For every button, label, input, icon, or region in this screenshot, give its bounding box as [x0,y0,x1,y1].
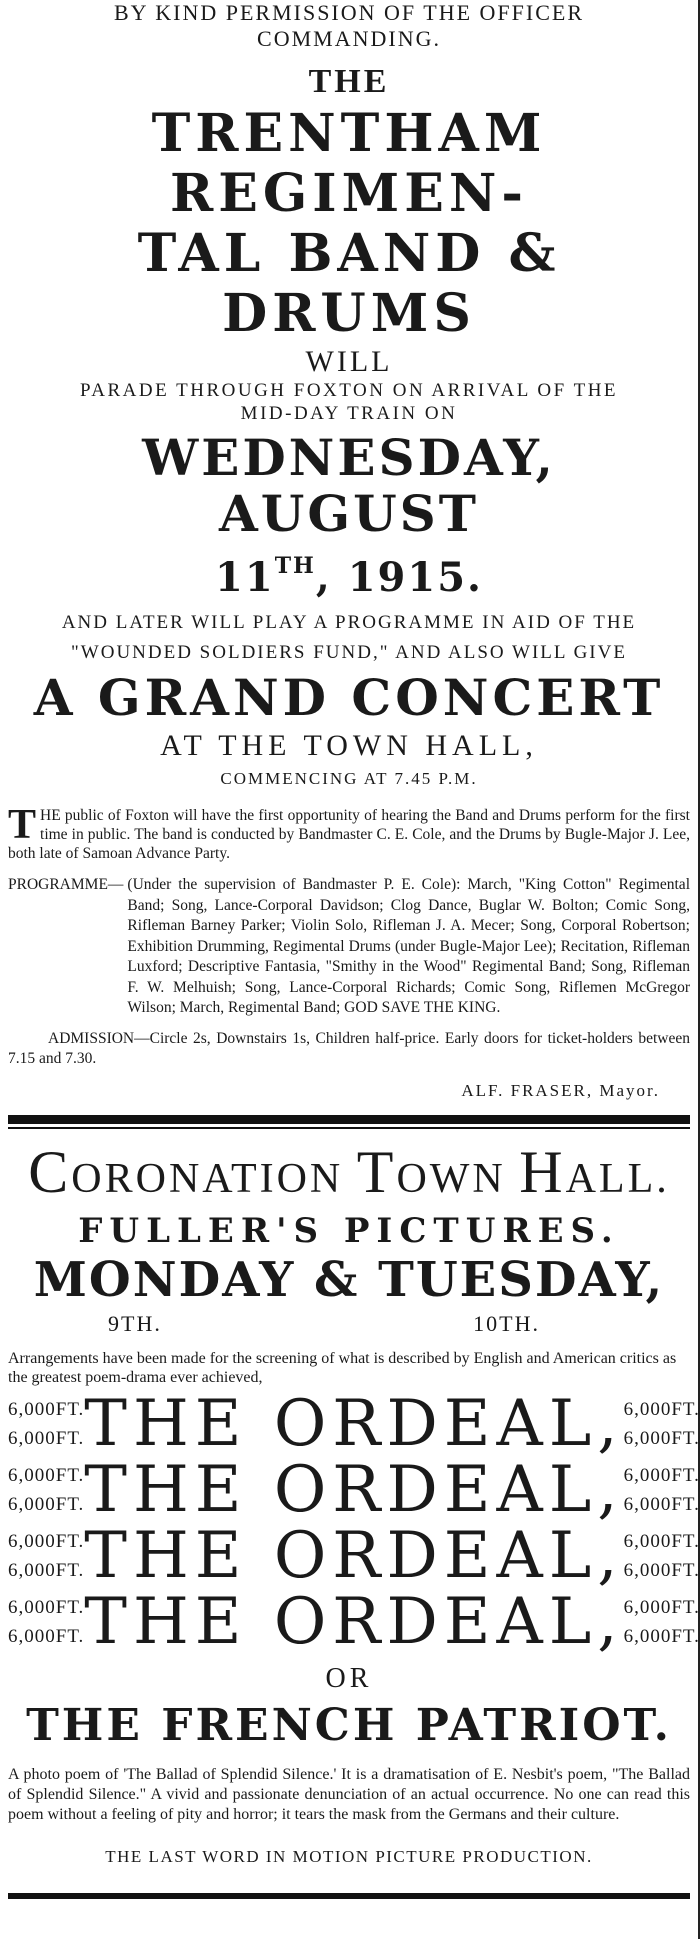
programme-block [8,875,690,1019]
grand-concert-heading: A GRAND CONCERT [33,668,665,727]
or-heading: OR [325,1662,373,1694]
band-title-line-2: TAL BAND & DRUMS [137,223,561,344]
footage-label: 6,000FT. [623,1398,700,1420]
ordeal-block [8,1386,700,1659]
band-concert-notice [8,0,690,1101]
footage-left [8,1395,84,1453]
footage-label: 6,000FT. [623,1427,700,1449]
event-year: , 1915. [315,554,483,601]
programme-label: PROGRAMME— [8,876,124,893]
french-patriot-heading: THE FRENCH PATRIOT. [26,1699,672,1751]
footage-right [624,1395,700,1453]
programme-text: (Under the supervision of Bandmaster P. E. Cole): March, "King Cotton" Regimental Band; Song, Lance-Corporal Davidson; Clog Dance, Buglar W. Bolton; Comic Song, Rifleman Barney Parker; Violin Solo, Rifleman J. A. Mecer; Song, Corporal Robertson; Exhibition Drumming, Regimental Drums (under Bugle-Major Lee); Recitation, Rifleman Luxford; Descriptive Fantasia, "Smithy in the Wood" Regimental Band; Song, Rifleman F. W. Melhuish; Song, Lance-Corporal Richards; Comic Song, Riflemen McGregor Wilson; March, Regimental Band; GOD SAVE THE KING. [127,876,690,1016]
footage-label: 6,000FT. [8,1427,85,1449]
footage-label: 6,000FT. [623,1559,700,1581]
footage-label: 6,000FT. [8,1464,85,1486]
footage-label: 6,000FT. [8,1559,85,1581]
will-heading: WILL [305,345,393,378]
mayor-signature: ALF. FRASER, Mayor. [461,1080,660,1100]
fullers-pictures-heading: FULLER'S PICTURES. [78,1210,620,1251]
town-rest: OWN [396,1155,520,1202]
ordeal-title: THE ORDEAL, [84,1518,624,1593]
footage-label: 6,000FT. [623,1530,700,1552]
coronation-town-hall-heading [8,1138,690,1209]
ordeal-row [8,1584,700,1659]
town-initial: T [356,1138,397,1205]
footage-right [624,1461,700,1519]
ordeal-title: THE ORDEAL, [84,1386,624,1461]
hall-initial: H [519,1138,566,1205]
footage-label: 6,000FT. [623,1493,700,1515]
section-divider [8,1115,690,1124]
band-title-line-1: TRENTHAM REGIMEN- [151,103,547,224]
screening-dates [8,1307,690,1341]
admission-text: ADMISSION—Circle 2s, Downstairs 1s, Children half-price. Early doors for ticket-holders between 7.15 and 7.30. [8,1029,690,1067]
tagline: THE LAST WORD IN MOTION PICTURE PRODUCTION. [105,1846,593,1866]
commencing-time: COMMENCING AT 7.45 P.M. [220,769,478,788]
ordeal-title: THE ORDEAL, [84,1584,624,1659]
event-date [8,542,690,602]
footage-right [624,1593,700,1651]
footage-left [8,1461,84,1519]
ordeal-row [8,1452,700,1527]
footage-label: 6,000FT. [623,1625,700,1647]
footage-label: 6,000FT. [8,1530,85,1552]
later-line-1: AND LATER WILL PLAY A PROGRAMME IN AID OF THE [61,612,637,633]
bottom-rule [8,1893,690,1899]
coronation-initial: C [28,1138,72,1205]
footage-label: 6,000FT. [623,1464,700,1486]
ordeal-row [8,1386,700,1461]
footage-right [624,1527,700,1585]
date-monday: 9TH. [108,1310,162,1336]
footage-left [8,1593,84,1651]
hall-rest: ALL. [565,1155,670,1202]
permission-line-1: BY KIND PERMISSION OF THE OFFICER [113,0,584,25]
pictures-notice [8,1138,700,1869]
town-hall-heading: AT THE TOWN HALL, [160,729,538,762]
screening-days: MONDAY & TUESDAY, [33,1251,665,1308]
event-day: 11 [215,554,275,601]
event-weekday: WEDNESDAY, AUGUST [142,428,556,543]
date-tuesday: 10TH. [473,1310,540,1336]
parade-line-2: MID-DAY TRAIN ON [240,403,458,424]
parade-line-1: PARADE THROUGH FOXTON ON ARRIVAL OF THE [79,380,619,401]
intro-paragraph [8,802,690,863]
later-line-2: "WOUNDED SOLDIERS FUND," AND ALSO WILL GIVE [71,642,627,663]
the-heading: THE [308,63,390,100]
footage-label: 6,000FT. [8,1625,85,1647]
permission-line-2: COMMANDING. [257,26,441,51]
drop-cap: T [8,802,37,848]
film-description: A photo poem of 'The Ballad of Splendid Silence.' It is a dramatisation of E. Nesbit's poem, "The Ballad of Splendid Silence." A vivid and passionate denunciation of an actual occurrence. No one can read this poem without a feeling of pity and horror; it tears the mask from the Germans and their culture. [8,1765,690,1823]
coronation-rest: ORONATION [71,1155,357,1202]
event-day-suffix: TH [274,553,316,579]
footage-left [8,1527,84,1585]
footage-label: 6,000FT. [8,1398,85,1420]
intro-text: HE public of Foxton will have the first opportunity of hearing the Band and Drums perform for the first time in public. The band is conducted by Bandmaster C. E. Cole, and the Drums by Bugle-Major J. Lee, both late of Samoan Advance Party. [8,807,690,862]
footage-label: 6,000FT. [8,1493,85,1515]
arrangements-text: Arrangements have been made for the screening of what is described by English and American critics as the greatest poem-drama ever achieved, [8,1349,677,1386]
ordeal-row [8,1518,700,1593]
footage-label: 6,000FT. [623,1596,700,1618]
footage-label: 6,000FT. [8,1596,85,1618]
ordeal-title: THE ORDEAL, [84,1452,624,1527]
